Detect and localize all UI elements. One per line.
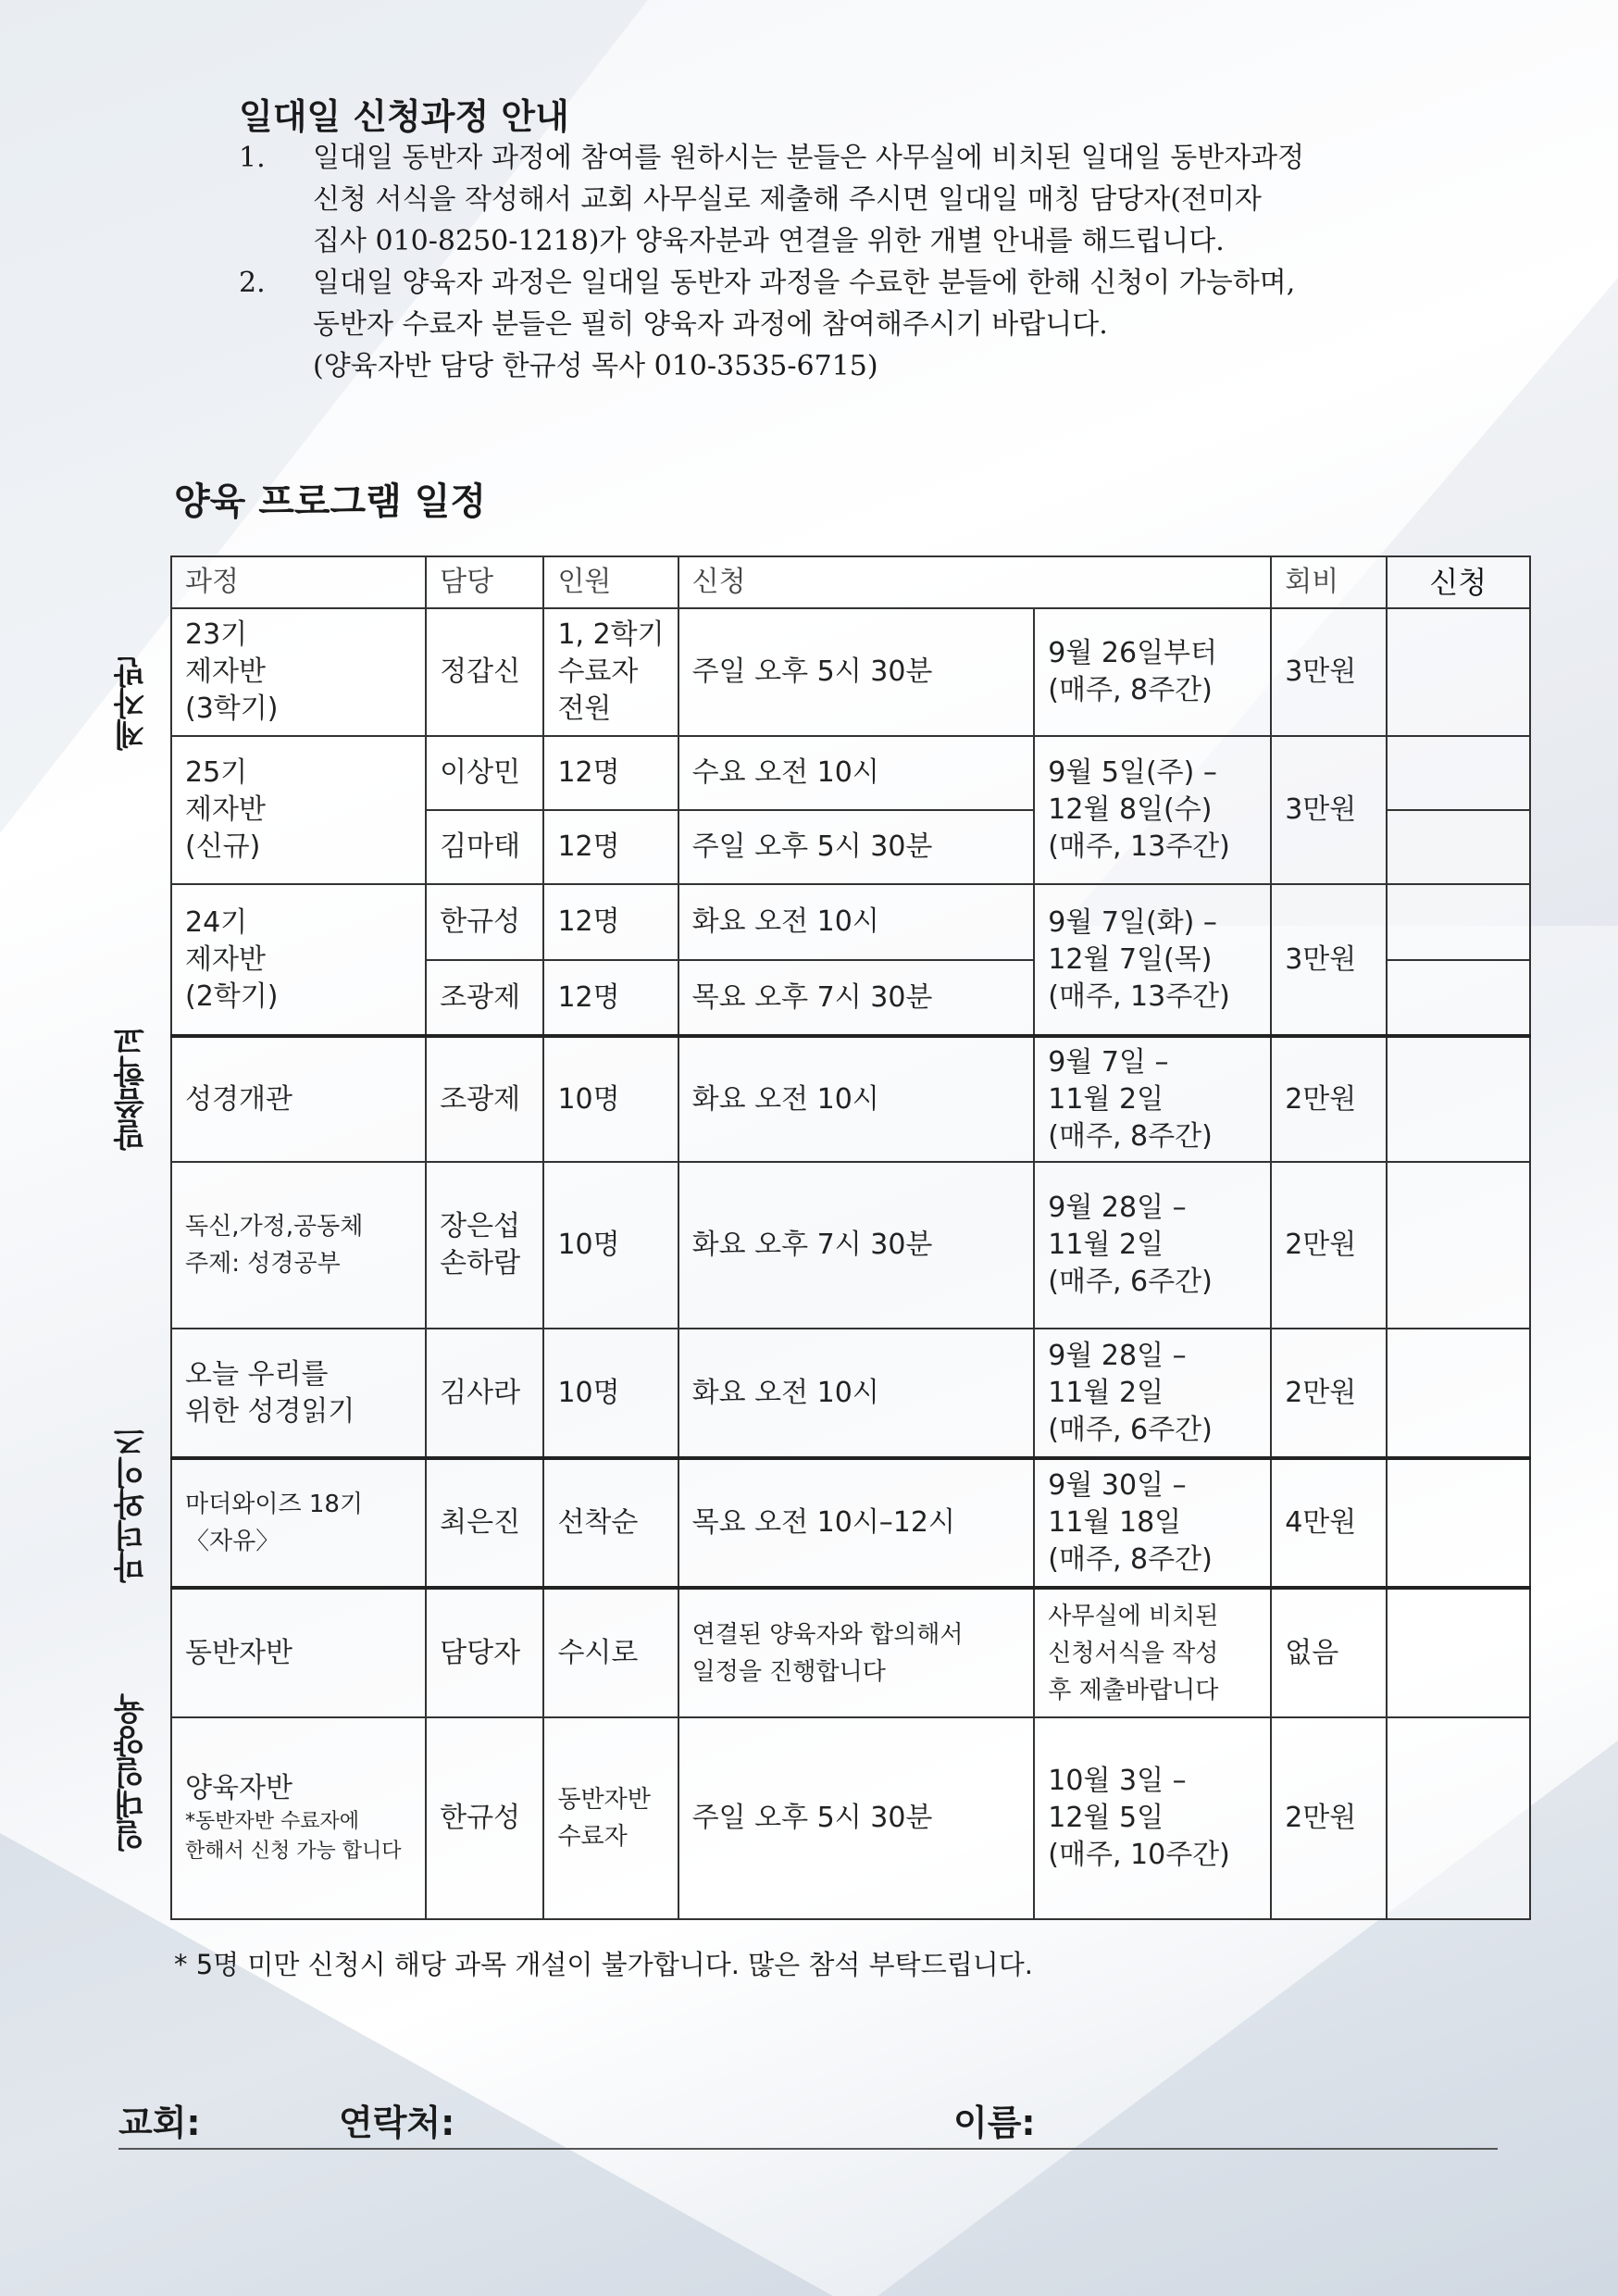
time-cell	[678, 608, 1035, 736]
apply-cell[interactable]	[1387, 1717, 1530, 1919]
header-apply: 신청	[1387, 556, 1530, 608]
time-line: 수요 오전 10시	[691, 756, 879, 789]
period-line: 11월 2일	[1048, 1229, 1164, 1261]
period-cell	[1034, 884, 1271, 1036]
table-row	[171, 1329, 1530, 1458]
period-line: 11월 2일	[1048, 1082, 1164, 1116]
leader-name: 조광제	[440, 1082, 521, 1116]
capacity-cell	[543, 810, 678, 884]
notice-line: 일대일 동반자 과정에 참여를 원하시는 분들은 사무실에 비치된 일대일 동반자과정	[313, 142, 1305, 174]
course-line: 24기	[185, 905, 248, 939]
capacity-cell	[543, 1162, 678, 1329]
course-line: 주제: 성경공부	[185, 1250, 341, 1278]
leader-cell	[426, 884, 543, 960]
course-line: 동반자반	[185, 1636, 292, 1669]
course-line: 25기	[185, 756, 248, 789]
capacity-line: 수시로	[557, 1636, 639, 1669]
leader-name: 김사라	[440, 1376, 521, 1409]
period-line: (매주, 8주간)	[1048, 674, 1213, 706]
leader-cell	[426, 810, 543, 884]
period-line: (매주, 13주간)	[1048, 830, 1230, 863]
period-line: 11월 2일	[1048, 1376, 1164, 1409]
church-field-label: 교회:	[118, 2103, 201, 2143]
capacity-line: 10명	[557, 1229, 620, 1261]
period-line: (매주, 6주간)	[1048, 1266, 1213, 1298]
fee-cell: 2만원	[1271, 1329, 1386, 1458]
time-cell	[678, 810, 1035, 884]
period-line: 사무실에 비치된	[1048, 1602, 1219, 1630]
course-line: 위한 성경읽기	[185, 1394, 355, 1428]
header-leader: 담당	[426, 556, 543, 608]
table-header-row	[171, 556, 1530, 608]
notice-line: (양육자반 담당 한규성 목사 010-3535-6715)	[313, 350, 878, 382]
intro-title: 일대일 신청과정 안내	[239, 95, 569, 137]
schedule-table	[170, 555, 1531, 1920]
notice-item	[239, 137, 1535, 262]
period-cell	[1034, 608, 1271, 736]
course-cell	[171, 1329, 426, 1458]
course-line: 제자반	[185, 793, 266, 826]
capacity-cell	[543, 608, 678, 736]
course-line: 제자반	[185, 942, 266, 976]
capacity-cell	[543, 1717, 678, 1919]
course-cell	[171, 1036, 426, 1162]
period-line: 12월 7일(목)	[1048, 942, 1213, 976]
course-line: 독신,가정,공동체	[185, 1213, 364, 1241]
notice-list	[239, 137, 1535, 387]
apply-cell[interactable]	[1387, 884, 1530, 960]
time-cell	[678, 960, 1035, 1036]
course-cell	[171, 1458, 426, 1588]
table-row	[171, 608, 1530, 736]
course-line: 양육자반	[185, 1772, 292, 1804]
course-line: 〈자유〉	[185, 1528, 280, 1555]
leader-name: 김마태	[440, 830, 521, 863]
time-line: 목요 오전 10시–12시	[691, 1506, 955, 1539]
capacity-cell	[543, 1036, 678, 1162]
leader-name: 조광제	[440, 980, 521, 1014]
leader-cell	[426, 1162, 543, 1329]
period-line: (매주, 6주간)	[1048, 1413, 1213, 1446]
time-cell	[678, 1329, 1035, 1458]
apply-cell[interactable]	[1387, 1036, 1530, 1162]
apply-cell[interactable]	[1387, 960, 1530, 1036]
time-cell	[678, 1717, 1035, 1919]
table-row	[171, 884, 1530, 960]
time-line: 주일 오후 5시 30분	[691, 830, 933, 863]
course-line: 23기	[185, 618, 248, 651]
course-line: (2학기)	[185, 980, 279, 1013]
form-signature-line	[118, 2092, 1498, 2150]
capacity-line: 수료자	[557, 655, 639, 688]
period-cell	[1034, 1588, 1271, 1717]
course-line: 성경개관	[185, 1082, 292, 1116]
table-row	[171, 736, 1530, 810]
time-line: 연결된 양육자와 합의해서	[691, 1620, 964, 1649]
time-cell	[678, 1036, 1035, 1162]
leader-name: 이상민	[440, 756, 521, 789]
notice-line: 신청 서식을 작성해서 교회 사무실로 제출해 주시면 일대일 매칭 담당자(전미자	[313, 183, 1262, 216]
capacity-cell	[543, 1458, 678, 1588]
fee-cell: 4만원	[1271, 1458, 1386, 1588]
course-line: (3학기)	[185, 693, 279, 725]
apply-cell[interactable]	[1387, 1329, 1530, 1458]
time-line: 일정을 진행합니다	[691, 1657, 886, 1686]
apply-cell[interactable]	[1387, 736, 1530, 810]
course-cell	[171, 1162, 426, 1329]
period-line: 9월 28일 –	[1048, 1339, 1187, 1372]
period-line: 9월 7일 –	[1048, 1045, 1169, 1079]
course-note: 한해서 신청 가능 합니다	[185, 1840, 402, 1863]
capacity-line: 12명	[557, 756, 620, 789]
notice-item	[239, 262, 1535, 387]
capacity-line: 12명	[557, 830, 620, 863]
leader-cell	[426, 960, 543, 1036]
side-label-word-school: 말씀학교	[114, 1025, 151, 1151]
time-cell	[678, 1162, 1035, 1329]
capacity-cell	[543, 1588, 678, 1717]
period-line: 12월 5일	[1048, 1802, 1164, 1834]
period-line: 9월 28일 –	[1048, 1192, 1187, 1224]
period-line: 9월 30일 –	[1048, 1469, 1187, 1502]
side-label-motherwise: 마더와이즈	[114, 1426, 151, 1583]
period-line: 9월 26일부터	[1048, 637, 1218, 669]
period-cell	[1034, 1458, 1271, 1588]
apply-cell[interactable]	[1387, 1162, 1530, 1329]
period-cell	[1034, 1717, 1271, 1919]
time-line: 주일 오후 5시 30분	[691, 1802, 933, 1834]
side-label-one-on-one: 일대일양육	[114, 1694, 151, 1852]
fee-cell: 3만원	[1271, 608, 1386, 736]
notice-line: 동반자 수료자 분들은 필히 양육자 과정에 참여해주시기 바랍니다.	[313, 308, 1108, 341]
period-line: 신청서식을 작성	[1048, 1639, 1219, 1667]
leader-name: 정갑신	[440, 655, 521, 688]
course-line: 제자반	[185, 655, 266, 688]
period-line: (매주, 8주간)	[1048, 1543, 1213, 1576]
leader-cell	[426, 736, 543, 810]
period-line: (매주, 8주간)	[1048, 1119, 1213, 1153]
period-line: 후 제출바랍니다	[1048, 1676, 1219, 1704]
apply-cell[interactable]	[1387, 1458, 1530, 1588]
fee-cell: 3만원	[1271, 884, 1386, 1036]
capacity-line: 10명	[557, 1082, 620, 1116]
fee-cell: 3만원	[1271, 736, 1386, 884]
fee-cell: 없음	[1271, 1588, 1386, 1717]
period-cell	[1034, 1036, 1271, 1162]
footnote: * 5명 미만 신청시 해당 과목 개설이 불가합니다. 많은 참석 부탁드립니다.	[174, 1949, 1033, 1980]
course-cell	[171, 1717, 426, 1919]
leader-cell	[426, 608, 543, 736]
name-field-label: 이름:	[953, 2103, 1036, 2143]
header-schedule: 신청	[678, 556, 1272, 608]
contact-field-label: 연락처:	[339, 2103, 455, 2143]
period-line: 9월 5일(주) –	[1048, 756, 1217, 789]
header-capacity: 인원	[543, 556, 678, 608]
time-cell	[678, 736, 1035, 810]
leader-name: 한규성	[440, 905, 521, 938]
capacity-cell	[543, 884, 678, 960]
header-course: 과정	[171, 556, 426, 608]
course-line: 오늘 우리를	[185, 1357, 329, 1391]
leader-cell	[426, 1458, 543, 1588]
notice-number: 2.	[239, 267, 266, 299]
course-line: (신규)	[185, 830, 261, 863]
table-row	[171, 1588, 1530, 1717]
period-line: 11월 18일	[1048, 1506, 1182, 1539]
time-cell	[678, 1458, 1035, 1588]
capacity-line: 12명	[557, 980, 620, 1014]
leader-cell	[426, 1329, 543, 1458]
fee-cell: 2만원	[1271, 1162, 1386, 1329]
course-cell	[171, 1588, 426, 1717]
leader-cell	[426, 1588, 543, 1717]
time-line: 화요 오후 7시 30분	[691, 1229, 933, 1261]
leader-name: 한규성	[440, 1802, 521, 1834]
table-row	[171, 1717, 1530, 1919]
course-line: 마더와이즈 18기	[185, 1491, 364, 1518]
notice-number: 1.	[239, 142, 266, 174]
period-line: 12월 8일(수)	[1048, 793, 1213, 826]
capacity-cell	[543, 736, 678, 810]
time-line: 화요 오전 10시	[691, 1376, 879, 1409]
capacity-line: 1, 2학기	[557, 618, 665, 651]
time-line: 주일 오후 5시 30분	[691, 655, 933, 688]
period-line: (매주, 10주간)	[1048, 1839, 1230, 1871]
capacity-line: 동반자반	[557, 1786, 651, 1814]
apply-cell[interactable]	[1387, 810, 1530, 884]
period-line: (매주, 13주간)	[1048, 980, 1230, 1013]
period-cell	[1034, 1329, 1271, 1458]
course-note: *동반자반 수료자에	[185, 1810, 360, 1833]
side-label-discipleship: 제자반	[114, 656, 151, 751]
capacity-line: 10명	[557, 1376, 620, 1409]
course-cell	[171, 608, 426, 736]
period-line: 10월 3일 –	[1048, 1765, 1187, 1797]
time-line: 화요 오전 10시	[691, 1082, 879, 1116]
capacity-cell	[543, 1329, 678, 1458]
leader-name: 손하람	[440, 1247, 521, 1279]
leader-name: 최은진	[440, 1506, 521, 1539]
apply-cell[interactable]	[1387, 1588, 1530, 1717]
leader-name: 담당자	[440, 1636, 521, 1669]
capacity-cell	[543, 960, 678, 1036]
table-row	[171, 1162, 1530, 1329]
header-fee: 회비	[1271, 556, 1386, 608]
period-cell	[1034, 1162, 1271, 1329]
capacity-line: 선착순	[557, 1506, 639, 1539]
table-row	[171, 1458, 1530, 1588]
leader-cell	[426, 1036, 543, 1162]
notice-line: 일대일 양육자 과정은 일대일 동반자 과정을 수료한 분들에 한해 신청이 가능하며,	[313, 267, 1296, 299]
time-cell	[678, 884, 1035, 960]
fee-cell: 2만원	[1271, 1717, 1386, 1919]
table-row	[171, 1036, 1530, 1162]
leader-cell	[426, 1717, 543, 1919]
time-line: 목요 오후 7시 30분	[691, 980, 933, 1014]
course-cell	[171, 884, 426, 1036]
period-cell	[1034, 736, 1271, 884]
capacity-line: 전원	[557, 693, 612, 725]
apply-cell[interactable]	[1387, 608, 1530, 736]
period-line: 9월 7일(화) –	[1048, 905, 1217, 939]
schedule-title: 양육 프로그램 일정	[174, 480, 486, 523]
fee-cell: 2만원	[1271, 1036, 1386, 1162]
course-cell	[171, 736, 426, 884]
time-cell	[678, 1588, 1035, 1717]
capacity-line: 수료자	[557, 1823, 628, 1851]
time-line: 화요 오전 10시	[691, 905, 879, 938]
notice-line: 집사 010-8250-1218)가 양육자분과 연결을 위한 개별 안내를 해드립니다.	[313, 225, 1225, 257]
leader-name: 장은섭	[440, 1210, 521, 1242]
capacity-line: 12명	[557, 905, 620, 938]
